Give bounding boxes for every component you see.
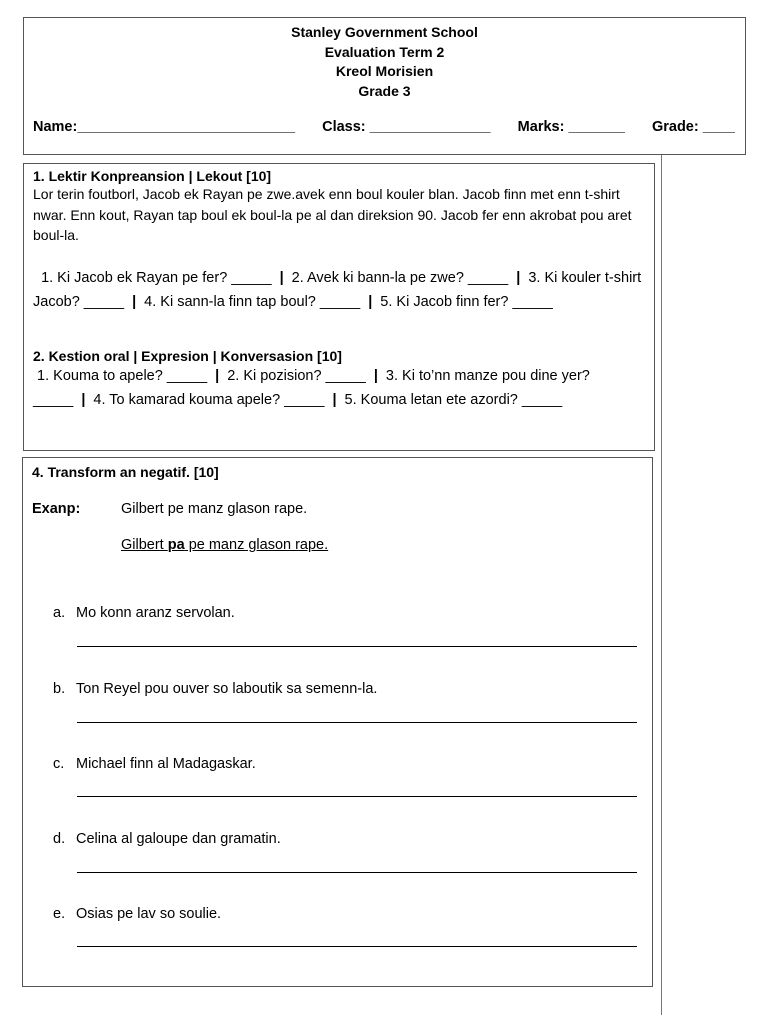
separator: | (81, 391, 86, 408)
s1-question-2: 2. Avek ki bann-la pe zwe? _____ (291, 269, 509, 286)
section-2-questions (33, 364, 645, 412)
separator: | (215, 367, 220, 384)
example-answer-start: Gilbert (121, 537, 168, 553)
class-field[interactable]: Class: _______________ (322, 119, 491, 135)
grade-field[interactable]: Grade: ____ (651, 119, 735, 135)
item-letter: d. (53, 831, 66, 847)
s2-question-4: 4. To kamarad kouma apele? _____ (93, 391, 325, 408)
reading-passage: Lor terin foutborl, Jacob ek Rayan pe zwe.avek enn boul kouler blan. Jacob finn met enn t-shirt nwar. Enn kout, Rayan tap boul ek boul-la pe al dan direksion 90. Jacob fer enn akrobat pou aret boul-la. (33, 186, 632, 243)
s1-question-3: 3. Ki kouler t-shirt Jacob? _____ (33, 269, 642, 310)
item-letter: a. (53, 605, 66, 621)
section-4-title: 4. Transform an negatif. [10] (32, 464, 219, 480)
s2-question-5: 5. Kouma letan ete azordi? _____ (344, 391, 563, 408)
section-4-box (22, 457, 653, 987)
subject-title: Kreol Morisien (335, 63, 434, 79)
example-answer-end: pe manz glason rape. (184, 537, 329, 553)
grade-title: Grade 3 (358, 82, 411, 99)
section-1-questions (33, 266, 645, 314)
separator: | (279, 269, 284, 286)
s2-question-2: 2. Ki pozision? _____ (227, 367, 366, 384)
section-2-title: 2. Kestion oral | Expresion | Konversasion [10] (33, 347, 342, 364)
item-sentence: Ton Reyel pou ouver so laboutik sa semenn-la. (76, 681, 378, 697)
answer-line-e[interactable] (77, 946, 637, 947)
exercise-item-a (53, 605, 235, 621)
section-1-box (23, 163, 655, 451)
item-sentence: Osias pe lav so soulie. (76, 906, 222, 922)
s1-question-4: 4. Ki sann-la finn tap boul? _____ (144, 293, 361, 310)
margin-divider (661, 155, 662, 1015)
s2-question-3: 3. Ki to’nn manze pou dine yer? _____ (33, 367, 590, 408)
exercise-item-c (53, 756, 256, 772)
answer-line-d[interactable] (77, 872, 637, 873)
example-label: Exanp: (32, 501, 81, 517)
separator: | (373, 367, 378, 384)
example-sentence: Gilbert pe manz glason rape. (121, 501, 308, 517)
item-sentence: Celina al galoupe dan gramatin. (76, 831, 281, 847)
s1-question-1: 1. Ki Jacob ek Rayan pe fer? _____ (41, 269, 272, 286)
separator: | (332, 391, 337, 408)
negation-word: pa (167, 537, 185, 553)
exercise-item-d (53, 831, 281, 847)
term-title: Evaluation Term 2 (324, 43, 445, 60)
s2-question-1: 1. Kouma to apele? _____ (37, 367, 208, 384)
answer-line-c[interactable] (77, 796, 637, 797)
exercise-item-b (53, 681, 377, 697)
answer-line-b[interactable] (77, 722, 637, 723)
item-letter: e. (53, 906, 66, 922)
section-1-title: 1. Lektir Konpreansion | Lekout [10] (33, 168, 272, 184)
answer-line-a[interactable] (77, 646, 637, 647)
item-sentence: Michael finn al Madagaskar. (76, 756, 256, 772)
example-answer (121, 537, 328, 553)
separator: | (368, 293, 373, 310)
header-box (23, 17, 746, 155)
name-field[interactable]: Name:___________________________ (33, 119, 296, 135)
student-fields (33, 119, 735, 135)
item-sentence: Mo konn aranz servolan. (76, 605, 235, 621)
school-name: Stanley Government School (291, 24, 478, 40)
separator: | (516, 269, 521, 286)
item-letter: b. (53, 681, 66, 697)
separator: | (132, 293, 137, 310)
marks-field[interactable]: Marks: _______ (517, 119, 625, 135)
exercise-item-e (53, 906, 221, 922)
header-titles (24, 23, 745, 101)
item-letter: c. (53, 756, 65, 772)
s1-question-5: 5. Ki Jacob finn fer? _____ (380, 293, 553, 310)
